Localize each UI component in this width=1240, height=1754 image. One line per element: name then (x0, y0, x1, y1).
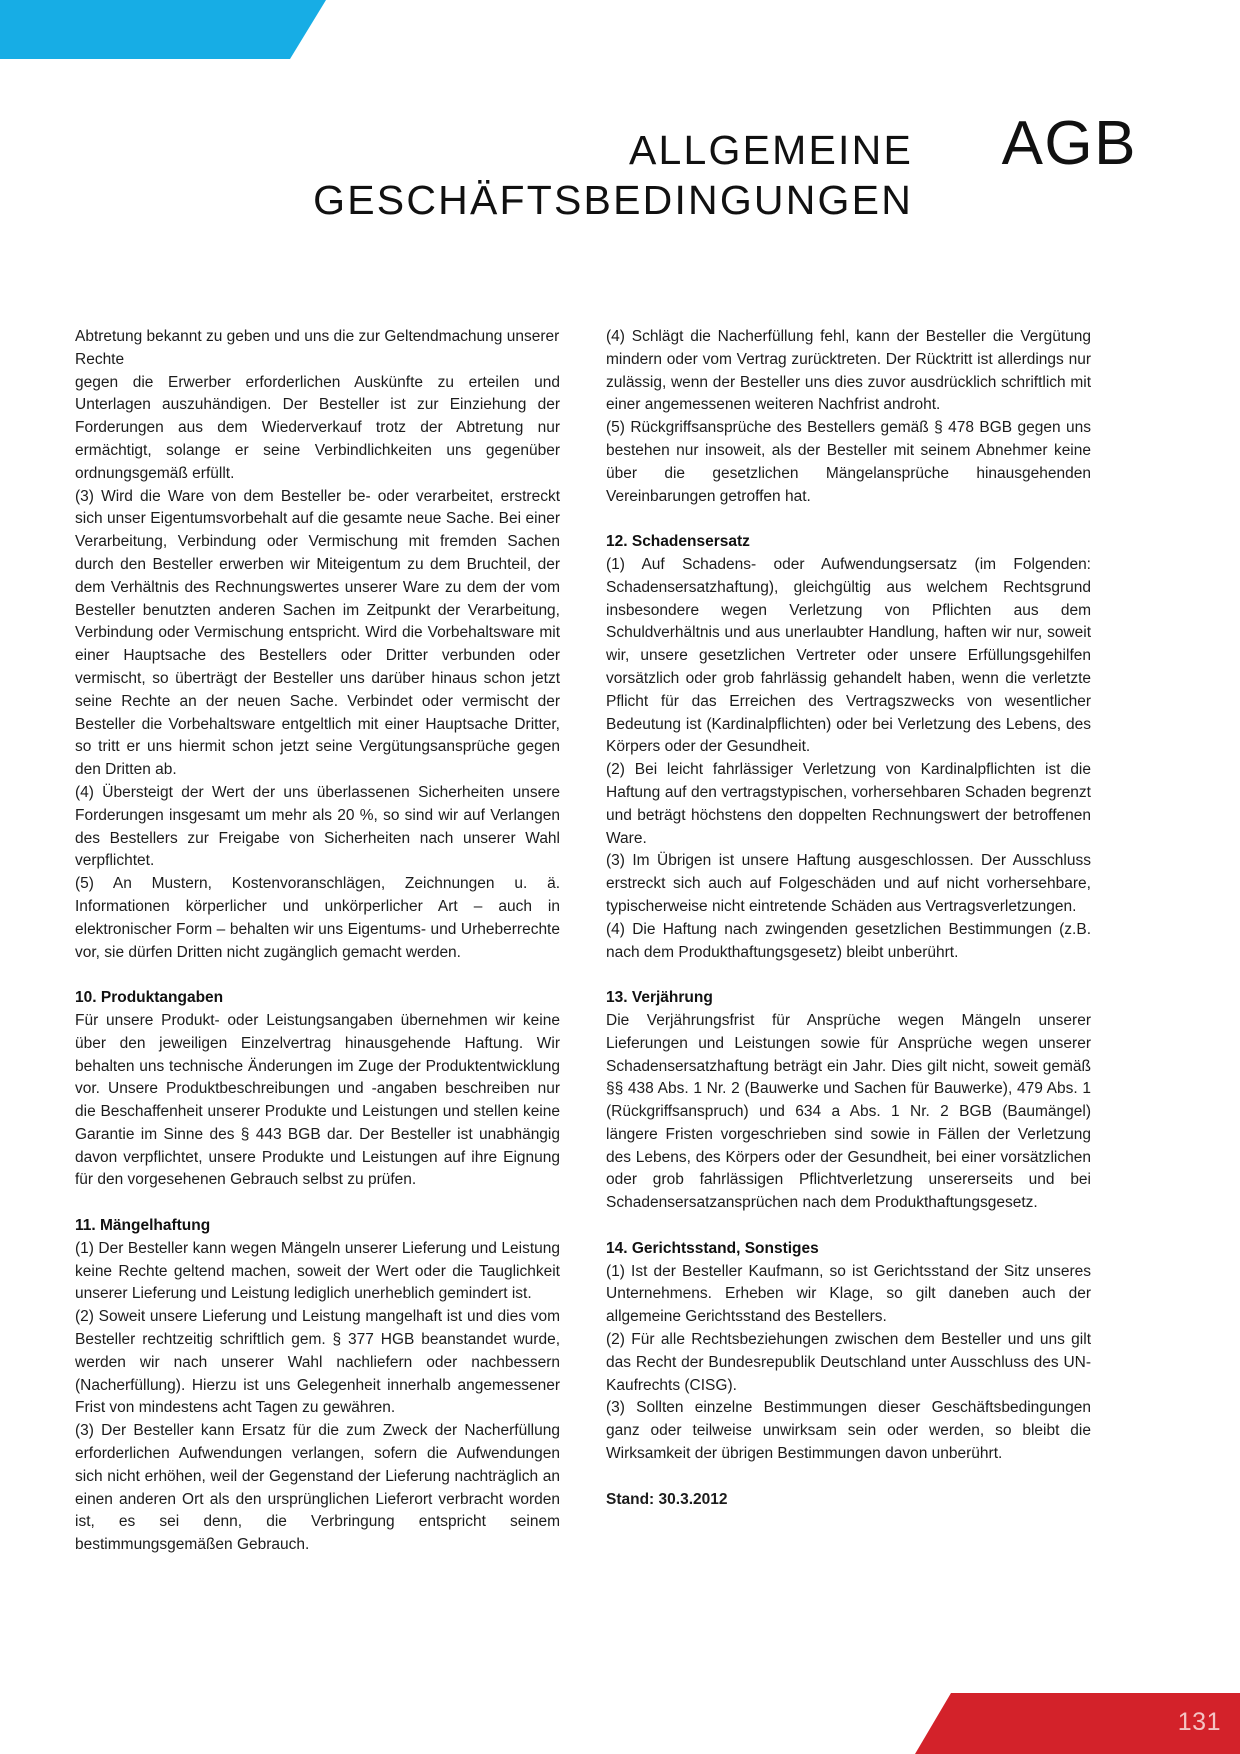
spacer (606, 964, 1091, 987)
agb-badge: AGB (1001, 109, 1137, 178)
spacer (606, 1215, 1091, 1238)
spacer (606, 1466, 1091, 1489)
page-number: 131 (1177, 1708, 1221, 1736)
paragraph: (4) Übersteigt der Wert der uns überlassenen Sicherheiten unsere Forderungen insgesamt um mehr als 20 %, so sind wir auf Verlangen des Bestellers zur Freigabe von Sicherheiten nach unserer Wahl verpflichtet. (75, 783, 560, 870)
section-heading-10: 10. Produktangaben (75, 989, 224, 1007)
page-title (313, 125, 913, 225)
paragraph: (1) Auf Schadens- oder Aufwendungsersatz (im Folgenden: Schadensersatzhaftung), gleichgültig aus welchem Rechtsgrund insbesondere wegen Verletzung von Pflichten aus dem Schuldverhältnis und aus unerlaubter Handlung, haften wir nur, soweit wir, unsere gesetzlichen Vertreter oder unsere Erfüllungsgehilfen vorsätzlich oder grob fahrlässig gehandelt haben, wenn die verletzte Pflicht für das Erreichen des Vertragszwecks von wesentlicher Bedeutung ist (Kardinalpflichten) oder bei Verletzung des Lebens, des Körpers oder der Gesundheit. (606, 555, 1091, 756)
paragraph: (3) Im Übrigen ist unsere Haftung ausgeschlossen. Der Ausschluss erstreckt sich auch auf Folgeschäden und auf nicht vorhersehbare, typischerweise nicht eintretende Schäden aus Vertragsverletzungen. (606, 852, 1091, 915)
title-line-2: GESCHÄFTSBEDINGUNGEN (313, 177, 913, 223)
section-heading-13: 13. Verjährung (606, 989, 713, 1007)
paragraph: Für unsere Produkt- oder Leistungsangaben übernehmen wir keine über den jeweiligen Einzelvertrag hinausgehende Haftung. Wir behalten uns technische Änderungen im Zuge der Produktentwicklung vor. Unsere Produktbeschreibungen und -angaben beschreiben nur die Beschaffenheit unserer Produkte und Leistungen und stellen keine Garantie im Sinne des § 443 BGB dar. Der Besteller ist unabhängig davon verpflichtet, unsere Produkte und Leistungen auf ihre Eignung für den vorgesehenen Gebrauch selbst zu prüfen. (75, 1011, 560, 1189)
paragraph: (2) Soweit unsere Lieferung und Leistung mangelhaft ist und dies vom Besteller rechtzeitig schriftlich gem. § 377 HGB beanstandet wurde, werden wir nach unserer Wahl nachliefern oder nachbessern (Nacherfüllung). Hierzu ist uns Gelegenheit innerhalb angemessener Frist von mindestens acht Tagen zu gewähren. (75, 1308, 560, 1417)
paragraph: (2) Für alle Rechtsbeziehungen zwischen dem Besteller und uns gilt das Recht der Bundesrepublik Deutschland unter Ausschluss des UN-Kaufrechts (CISG). (606, 1331, 1091, 1394)
title-line-1: ALLGEMEINE (628, 127, 913, 173)
paragraph: (3) Der Besteller kann Ersatz für die zum Zweck der Nacherfüllung erforderlichen Aufwendungen verlangen, sofern die Aufwendungen sich nicht erhöhen, weil der Gegenstand der Lieferung nachträglich an einen anderen Ort als den ursprünglichen Lieferort verbracht worden ist, es sei denn, die Verbringung entspricht seinem bestimmungsgemäßen Gebrauch. (75, 1422, 560, 1554)
paragraph: (4) Die Haftung nach zwingenden gesetzlichen Bestimmungen (z.B. nach dem Produkthaftungsgesetz) bleibt unberührt. (606, 920, 1091, 961)
left-column (75, 326, 560, 1557)
paragraph: (5) Rückgriffsansprüche des Bestellers gemäß § 478 BGB gegen uns bestehen nur insoweit, als der Besteller mit seinem Abnehmer keine über die gesetzlichen Mängelansprüche hinausgehenden Vereinbarungen getroffen hat. (606, 419, 1091, 505)
paragraph: (2) Bei leicht fahrlässiger Verletzung von Kardinalpflichten ist die Haftung auf den vertragstypischen, vorhersehbaren Schaden begrenzt und beträgt höchstens den doppelten Rechnungswert der betroffenen Ware. (606, 761, 1091, 847)
paragraph: (1) Ist der Besteller Kaufmann, so ist Gerichtsstand der Sitz unseres Unternehmens. Erheben wir Klage, so gilt daneben auch der allgemeine Gerichtsstand des Bestellers. (606, 1262, 1091, 1326)
paragraph: Die Verjährungsfrist für Ansprüche wegen Mängeln unserer Lieferungen und Leistungen sowie für Ansprüche wegen unserer Schadensersatzhaftung beträgt ein Jahr. Dies gilt nicht, soweit gemäß §§ 438 Abs. 1 Nr. 2 (Bauwerke und Sachen für Bauwerke), 479 Abs. 1 (Rückgriffsanspruch) und 634 a Abs. 1 Nr. 2 BGB (Baumängel) längere Fristen vorgeschrieben sind sowie in Fällen der Verletzung des Lebens, des Körpers oder der Gesundheit, bei einer vorsätzlichen oder grob fahrlässigen Pflichtverletzung unsererseits und bei Schadensersatzansprüchen nach dem Produkthaftungsgesetz. (606, 1011, 1091, 1212)
paragraph: (1) Der Besteller kann wegen Mängeln unserer Lieferung und Leistung keine Rechte geltend machen, soweit der Wert oder die Tauglichkeit unserer Lieferung und Leistung lediglich unerheblich gemindert ist. (75, 1239, 560, 1303)
top-accent-band (0, 0, 326, 59)
right-column (606, 326, 1091, 1511)
spacer (75, 1192, 560, 1215)
status-date: Stand: 30.3.2012 (606, 1490, 728, 1508)
spacer (606, 508, 1091, 531)
paragraph: (3) Wird die Ware von dem Besteller be- oder verarbeitet, erstreckt sich unser Eigentumsvorbehalt auf die gesamte neue Sache. Bei einer Verarbeitung, Verbindung oder Vermischung mit fremden Sachen durch den Besteller erwerben wir Miteigentum zu dem Bruchteil, der dem Verhältnis des Rechnungswertes unserer Ware zu dem der vom Besteller benutzten anderen Sachen im Zeitpunkt der Verarbeitung, Verbindung oder Vermischung entspricht. Wird die Vorbehaltsware mit einer Hauptsache des Bestellers oder Dritter verbunden oder vermischt, so überträgt der Besteller uns darüber hinaus schon jetzt seine Rechte an der neuen Sache. Verbindet oder vermischt der Besteller die Vorbehaltsware entgeltlich mit einer Hauptsache Dritter, so tritt er uns hiermit schon jetzt seine Vergütungsansprüche gegen den Dritten ab. (75, 487, 560, 779)
spacer (75, 964, 560, 987)
section-heading-14: 14. Gerichtsstand, Sonstiges (606, 1239, 819, 1257)
section-heading-12: 12. Schadensersatz (606, 533, 750, 551)
paragraph: gegen die Erwerber erforderlichen Auskünfte zu erteilen und Unterlagen auszuhändigen. Der Besteller ist zur Einziehung der Forderungen aus dem Wiederverkauf trotz der Abtretung nur ermächtigt, solange er seine Verbindlichkeiten uns gegenüber ordnungsgemäß erfüllt. (75, 373, 560, 482)
paragraph: (5) An Mustern, Kostenvoranschlägen, Zeichnungen u. ä. Informationen körperlicher und unkörperlicher Art – auch in elektronischer Form – behalten wir uns Eigentums- und Urheberrechte vor, sie dürfen Dritten nicht zugänglich gemacht werden. (75, 875, 560, 961)
paragraph: (3) Sollten einzelne Bestimmungen dieser Geschäftsbedingungen ganz oder teilweise unwirksam sein oder werden, so bleibt die Wirksamkeit der übrigen Bestimmungen davon unberührt. (606, 1399, 1091, 1463)
top-accent-shape (0, 0, 326, 59)
paragraph: (4) Schlägt die Nacherfüllung fehl, kann der Besteller die Vergütung mindern oder vom Vertrag zurücktreten. Der Rücktritt ist allerdings nur zulässig, wenn der Besteller uns dies zuvor ausdrücklich schriftlich mit einer angemessenen weiteren Nachfrist androht. (606, 328, 1091, 414)
paragraph: Abtretung bekannt zu geben und uns die zur Geltendmachung unserer Rechte (75, 328, 560, 368)
section-heading-11: 11. Mängelhaftung (75, 1217, 211, 1235)
